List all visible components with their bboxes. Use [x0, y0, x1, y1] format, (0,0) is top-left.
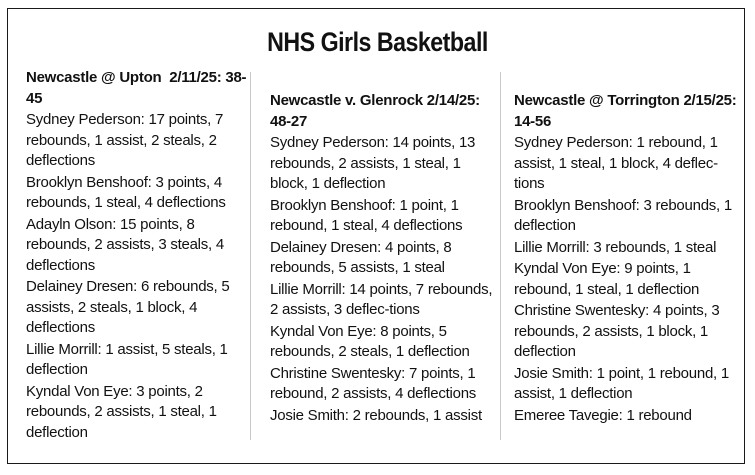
game-column-upton [26, 68, 258, 444]
player-stat-line: Christine Swentesky: 4 points, 3 rebounds, 2 assists, 1 block, 1 deflection [514, 302, 720, 360]
player-stat-line: Sydney Pederson: 1 rebound, 1 assist, 1 steal, 1 block, 4 deflec-tions [514, 134, 718, 192]
game-heading: Newcastle @ Upton 2/11/25: 38-45 [26, 69, 247, 107]
game-column-glenrock [270, 91, 502, 427]
game-column-torrington [514, 91, 746, 427]
player-stat-line: Christine Swentesky: 7 points, 1 rebound, 2 assists, 4 deflections [270, 364, 477, 402]
page-title: NHS Girls Basketball [267, 27, 488, 57]
player-stat-line: Lillie Morrill: 1 assist, 5 steals, 1 deflection [26, 340, 228, 378]
game-heading: Newcastle v. Glenrock 2/14/25: 48-27 [270, 92, 484, 130]
player-stat-line: Kyndal Von Eye: 8 points, 5 rebounds, 2 steals, 1 deflection [270, 322, 470, 360]
player-stat-line: Brooklyn Benshoof: 1 point, 1 rebound, 1 steal, 4 deflections [270, 196, 463, 234]
player-stat-line: Delainey Dresen: 6 rebounds, 5 assists, 2 steals, 1 block, 4 deflections [26, 278, 230, 336]
player-stat-line: Sydney Pederson: 17 points, 7 rebounds, 1 assist, 2 steals, 2 deflections [26, 111, 224, 169]
player-stat-line: Brooklyn Benshoof: 3 points, 4 rebounds, 1 steal, 4 deflections [26, 173, 226, 211]
player-stat-line: Lillie Morrill: 14 points, 7 rebounds, 2 assists, 3 deflec-tions [270, 280, 493, 318]
game-heading: Newcastle @ Torrington 2/15/25: 14-56 [514, 92, 741, 130]
player-stat-line: Adayln Olson: 15 points, 8 rebounds, 2 assists, 3 steals, 4 deflections [26, 215, 224, 274]
player-stat-line: Kyndal Von Eye: 3 points, 2 rebounds, 2 assists, 1 steal, 1 deflection [26, 382, 217, 441]
player-stat-line: Brooklyn Benshoof: 3 rebounds, 1 deflection [514, 196, 732, 234]
player-stat-line: Josie Smith: 2 rebounds, 1 assist [270, 406, 482, 424]
player-stat-line: Sydney Pederson: 14 points, 13 rebounds, 2 assists, 1 steal, 1 block, 1 deflection [270, 134, 476, 192]
player-stat-line: Lillie Morrill: 3 rebounds, 1 steal [514, 238, 717, 256]
player-stat-line: Emeree Tavegie: 1 rebound [514, 406, 692, 424]
player-stat-line: Kyndal Von Eye: 9 points, 1 rebound, 1 steal, 1 deflection [514, 260, 700, 298]
player-stat-line: Delainey Dresen: 4 points, 8 rebounds, 5 assists, 1 steal [270, 238, 452, 276]
player-stat-line: Josie Smith: 1 point, 1 rebound, 1 assist, 1 deflection [514, 364, 729, 402]
